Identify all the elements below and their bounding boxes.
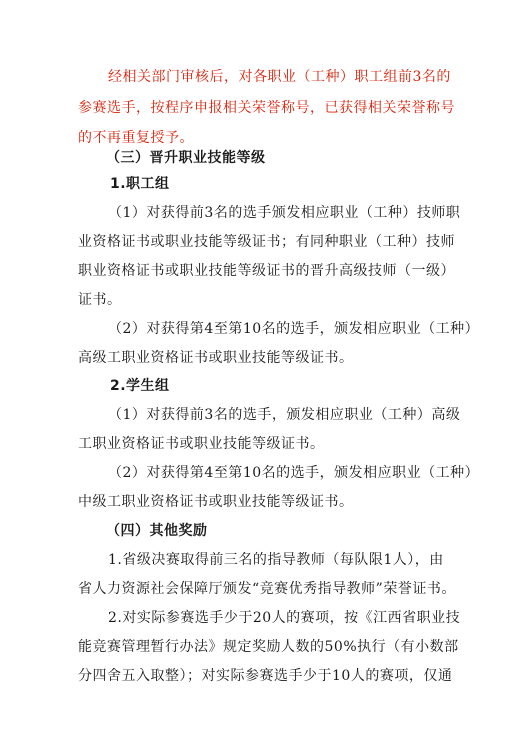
paragraph-line: 的不再重复授予。 [78, 130, 194, 146]
paragraph-line: 参赛选手，按程序申报相关荣誉称号，已获得相关荣誉称号 [78, 100, 455, 116]
paragraph-line: 工职业资格证书或职业技能等级证书。 [78, 436, 325, 452]
paragraph-line: 分四舍五入取整）；对实际参赛选手少于10人的赛项，仅通 [78, 668, 453, 684]
paragraph-line: 高级工职业资格证书或职业技能等级证书。 [78, 350, 354, 366]
paragraph-line: 1.省级决赛取得前三名的指导教师（每队限1人），由 [108, 552, 444, 568]
paragraph-line: 经相关部门审核后，对各职业（工种）职工组前3名的 [108, 69, 451, 85]
subsection-heading: 1.职工组 [110, 176, 170, 192]
paragraph-line: 证书。 [78, 292, 122, 308]
subsection-heading: 2.学生组 [110, 378, 170, 394]
section-heading: （四）其他奖励 [106, 523, 208, 539]
paragraph-line: 2.对实际参赛选手少于20人的赛项，按《江西省职业技 [108, 610, 461, 626]
paragraph-line: 能竞赛管理暂行办法》规定奖励人数的50%执行（有小数部 [78, 639, 459, 655]
paragraph-line: 业资格证书或职业技能等级证书；有同种职业（工种）技师 [78, 234, 455, 250]
paragraph-line: （2）对获得第4至第10名的选手，颁发相应职业（工种） [108, 465, 480, 481]
paragraph-line: （1）对获得前3名的选手，颁发相应职业（工种）高级 [108, 407, 461, 423]
paragraph-line: 省人力资源社会保障厅颁发“竞赛优秀指导教师”荣誉证书。 [78, 581, 456, 597]
paragraph-line: （2）对获得第4至第10名的选手，颁发相应职业（工种） [108, 321, 480, 337]
paragraph-line: 职业资格证书或职业技能等级证书的晋升高级技师（一级） [78, 263, 455, 279]
section-heading: （三）晋升职业技能等级 [106, 150, 266, 166]
paragraph-line: （1）对获得前3名的选手颁发相应职业（工种）技师职 [108, 205, 461, 221]
paragraph-line: 中级工职业资格证书或职业技能等级证书。 [78, 494, 354, 510]
